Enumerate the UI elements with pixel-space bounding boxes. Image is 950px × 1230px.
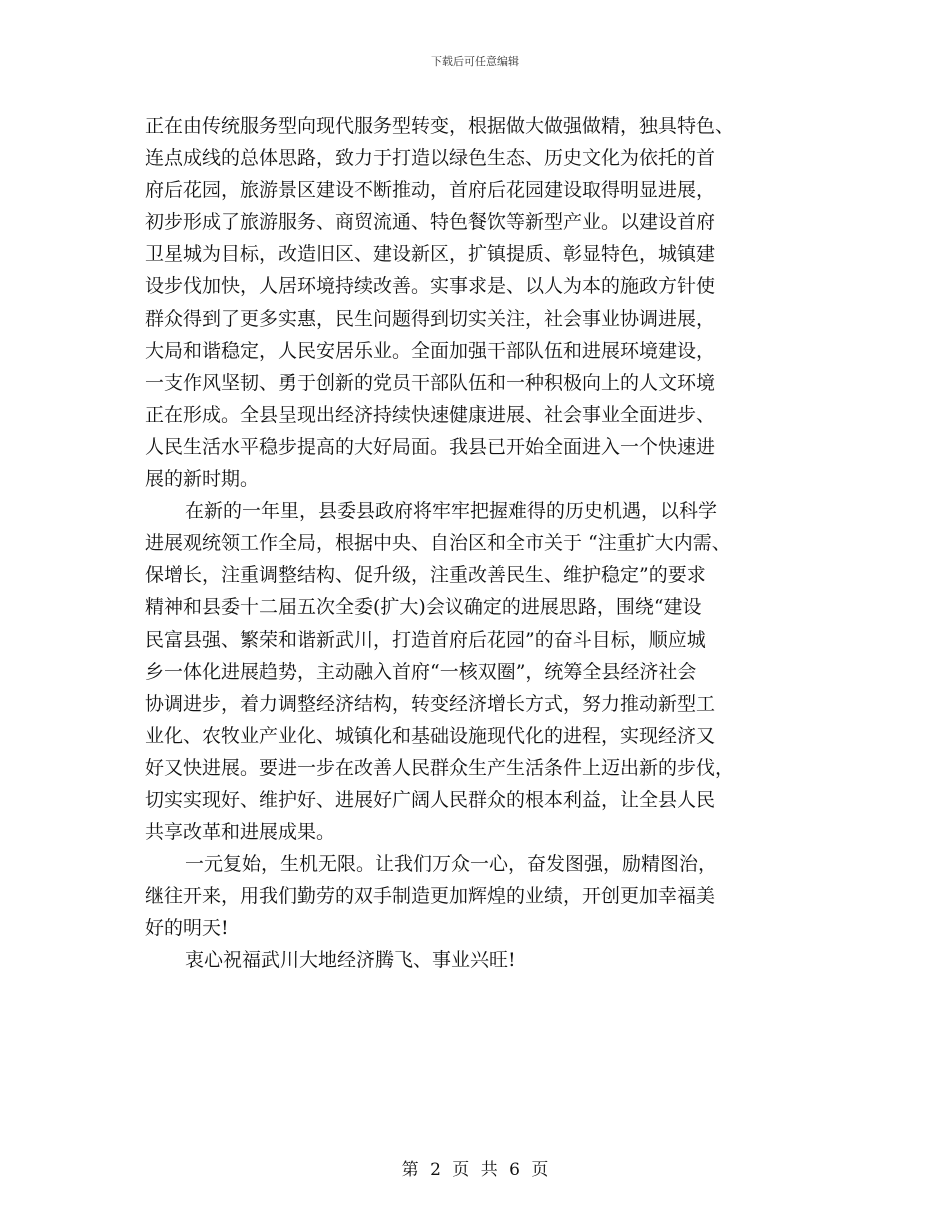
page-number: 第 2 页 共 6 页 — [401, 1160, 549, 1180]
text-line: 好的明天! — [145, 917, 229, 940]
text-line: 精神和县委十二届五次全委(扩大)会议确定的进展思路，围绕“建设 — [145, 596, 702, 619]
text-line: 保增长，注重调整结构、促升级，注重改善民生、维护稳定”的要求 — [145, 564, 706, 587]
text-line: 民富县强、繁荣和谐新武川，打造首府后花园”的奋斗目标，顺应城 — [145, 628, 706, 651]
text-line: 切实实现好、维护好、进展好广阔人民群众的根本利益，让全县人民 — [145, 788, 716, 811]
text-line: 业化、农牧业产业化、城镇化和基础设施现代化的进程，实现经济又 — [145, 724, 716, 747]
text-line: 衷心祝福武川大地经济腾飞、事业兴旺! — [185, 949, 516, 972]
text-line: 协调进步，着力调整经济结构，转变经济增长方式，努力推动新型工 — [145, 692, 716, 715]
text-line: 展的新时期。 — [145, 468, 260, 491]
text-line: 在新的一年里，县委县政府将牢牢把握难得的历史机遇，以科学 — [185, 500, 718, 523]
text-line: 正在形成。全县呈现出经济持续快速健康进展、社会事业全面进步、 — [145, 403, 716, 426]
document-body — [145, 110, 810, 977]
text-line: 卫星城为目标，改造旧区、建设新区，扩镇提质、彰显特色，城镇建 — [145, 243, 716, 266]
text-line: 初步形成了旅游服务、商贸流通、特色餐饮等新型产业。以建设首府 — [145, 211, 716, 234]
text-line: 正在由传统服务型向现代服务型转变，根据做大做强做精，独具特色、 — [145, 115, 735, 137]
text-line: 设步伐加快，人居环境持续改善。实事求是、以人为本的施政方针使 — [145, 275, 716, 298]
text-line: 好又快进展。要进一步在改善人民群众生产生活条件上迈出新的步伐， — [145, 756, 735, 779]
text-line: 府后花园，旅游景区建设不断推动，首府后花园建设取得明显进展， — [145, 179, 716, 202]
text-line: 继往开来，用我们勤劳的双手制造更加辉煌的业绩，开创更加幸福美 — [145, 885, 716, 908]
text-line: 共享改革和进展成果。 — [145, 821, 336, 844]
text-line: 一元复始，生机无限。让我们万众一心，奋发图强，励精图治， — [185, 853, 718, 876]
text-line: 群众得到了更多实惠，民生问题得到切实关注，社会事业协调进展， — [145, 307, 716, 330]
text-line: 大局和谐稳定，人民安居乐业。全面加强干部队伍和进展环境建设， — [145, 339, 716, 362]
text-line: 连点成线的总体思路，致力于打造以绿色生态、历史文化为依托的首 — [145, 147, 716, 170]
text-line: 乡一体化进展趋势，主动融入首府“一核双圈”，统筹全县经济社会 — [145, 660, 697, 683]
text-line: 人民生活水平稳步提高的大好局面。我县已开始全面进入一个快速进 — [145, 435, 716, 458]
header-note: 下载后可任意编辑 — [431, 55, 519, 68]
text-line: 一支作风坚韧、勇于创新的党员干部队伍和一种积极向上的人文环境 — [145, 371, 716, 394]
text-line: 进展观统领工作全局，根据中央、自治区和全市关于 “注重扩大内需、 — [145, 532, 731, 555]
